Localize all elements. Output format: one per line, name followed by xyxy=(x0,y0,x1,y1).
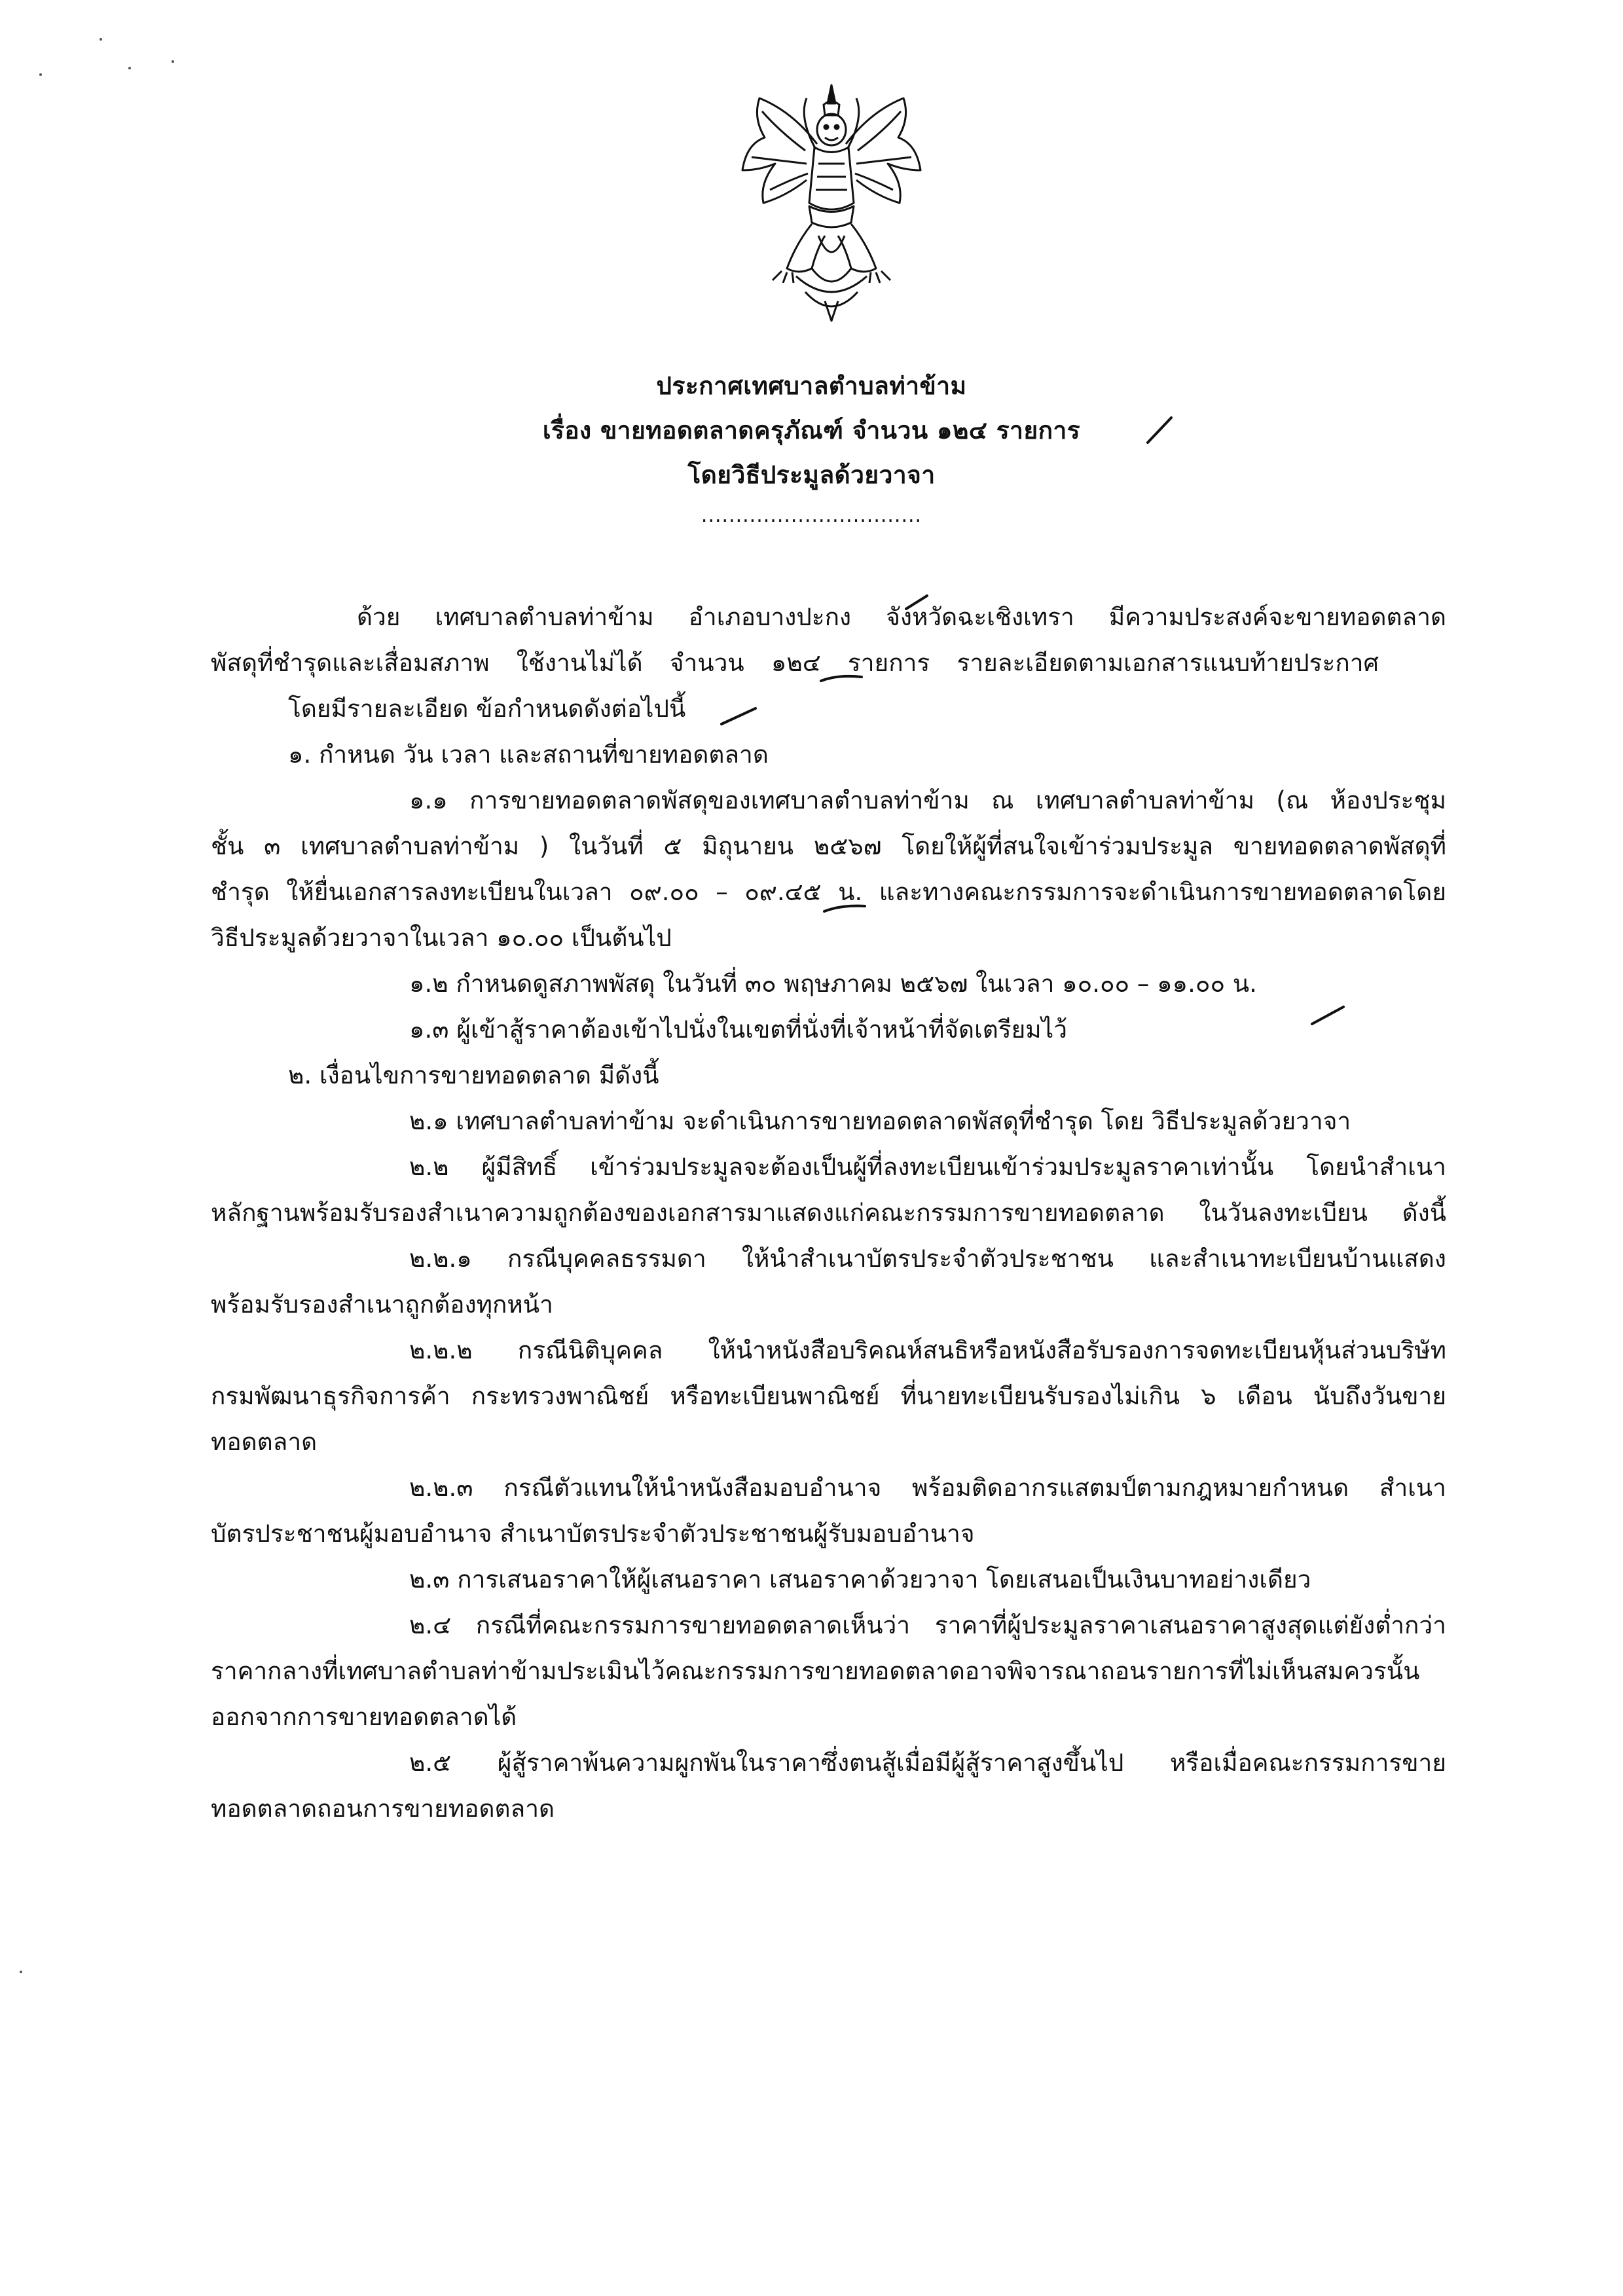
section-1-1-line-3: ชำรุด ให้ยื่นเอกสารลงทะเบียนในเวลา ๐๙.๐๐ – ๐๙.๔๕ น. และทางคณะกรรมการจะดำเนินการขายทอดตลาดโดย xyxy=(211,878,1446,906)
section-1-1-line-1: ๑.๑ การขายทอดตลาดพัสดุของเทศบาลตำบลท่าข้าม ณ เทศบาลตำบลท่าข้าม (ณ ห้องประชุม xyxy=(409,786,1446,814)
scan-speck xyxy=(100,38,102,41)
section-2-5-line-2: ทอดตลาดถอนการขายทอดตลาด xyxy=(211,1795,555,1823)
scan-speck xyxy=(39,73,42,76)
scan-speck xyxy=(20,1971,22,1973)
announcement-subject: เรื่อง ขายทอดตลาดครุภัณฑ์ จำนวน ๑๒๔ รายการ xyxy=(542,416,1081,445)
garuda-emblem-icon xyxy=(733,72,930,327)
announcement-method: โดยวิธีประมูลด้วยวาจา xyxy=(687,461,936,489)
section-2-2-3-line-2: บัตรประชาชนผู้มอบอำนาจ สำเนาบัตรประจำตัวประชาชนผู้รับมอบอำนาจ xyxy=(211,1520,975,1548)
handwritten-mark-icon xyxy=(1142,414,1175,446)
section-2-2-1-line-1: ๒.๒.๑ กรณีบุคคลธรรมดา ให้นำสำเนาบัตรประจำตัวประชาชน และสำเนาทะเบียนบ้านแสดง xyxy=(409,1245,1446,1273)
handwritten-mark-icon xyxy=(1309,1002,1349,1028)
section-2-4-line-3: ออกจากการขายทอดตลาดได้ xyxy=(211,1703,517,1731)
intro-line-3: โดยมีรายละเอียด ข้อกำหนดดังต่อไปนี้ xyxy=(288,695,686,723)
section-2-2-2-line-1: ๒.๒.๒ กรณีนิติบุคคล ให้นำหนังสือบริคณห์สนธิหรือหนังสือรับรองการจดทะเบียนหุ้นส่วนบริษัท xyxy=(409,1336,1446,1364)
scan-speck xyxy=(172,60,174,63)
section-2-heading: ๒. เงื่อนไขการขายทอดตลาด มีดังนี้ xyxy=(288,1061,659,1089)
intro-line-2: พัสดุที่ชำรุดและเสื่อมสภาพ ใช้งานไม่ได้ จำนวน ๑๒๔ รายการ รายละเอียดตามเอกสารแนบท้ายประกาศ xyxy=(211,649,1379,677)
section-1-heading: ๑. กำหนด วัน เวลา และสถานที่ขายทอดตลาด xyxy=(288,740,769,769)
handwritten-mark-icon xyxy=(818,668,864,687)
section-1-1-line-2: ชั้น ๓ เทศบาลตำบลท่าข้าม ) ในวันที่ ๕ มิถุนายน ๒๕๖๗ โดยให้ผู้ที่สนใจเข้าร่วมประมูล ขายทอดตลาดพัสดุที่ xyxy=(211,832,1446,860)
section-2-5-line-1: ๒.๕ ผู้สู้ราคาพ้นความผูกพันในราคาซึ่งตนสู้เมื่อมีผู้สู้ราคาสูงขึ้นไป หรือเมื่อคณะกรรมการขาย xyxy=(409,1749,1446,1777)
section-2-4-line-2: ราคากลางที่เทศบาลตำบลท่าข้ามประเมินไว้คณะกรรมการขายทอดตลาดอาจพิจารณาถอนรายการที่ไม่เห็นสมควรนั้น xyxy=(211,1657,1420,1685)
intro-line-1: ด้วย เทศบาลตำบลท่าข้าม อำเภอบางปะกง จังหวัดฉะเชิงเทรา มีความประสงค์จะขายทอดตลาด xyxy=(357,603,1446,631)
section-2-2-2-line-3: ทอดตลาด xyxy=(211,1428,318,1456)
section-2-2-2-line-2: กรมพัฒนาธุรกิจการค้า กระทรวงพาณิชย์ หรือทะเบียนพาณิชย์ ที่นายทะเบียนรับรองไม่เกิน ๖ เดือน นับถึงวันขาย xyxy=(211,1382,1446,1410)
handwritten-mark-icon xyxy=(903,592,930,611)
handwritten-mark-icon xyxy=(822,898,867,918)
section-2-4-line-1: ๒.๔ กรณีที่คณะกรรมการขายทอดตลาดเห็นว่า ราคาที่ผู้ประมูลราคาเสนอราคาสูงสุดแต่ยังต่ำกว่า xyxy=(409,1611,1446,1639)
section-2-2-1-line-2: พร้อมรับรองสำเนาถูกต้องทุกหน้า xyxy=(211,1290,553,1319)
scan-speck xyxy=(128,67,131,69)
announcement-title: ประกาศเทศบาลตำบลท่าข้าม xyxy=(656,372,967,400)
section-1-3: ๑.๓ ผู้เข้าสู้ราคาต้องเข้าไปนั่งในเขตที่นั่งที่เจ้าหน้าที่จัดเตรียมไว้ xyxy=(409,1015,1068,1044)
section-2-2-line-2: หลักฐานพร้อมรับรองสำเนาความถูกต้องของเอกสารมาแสดงแก่คณะกรรมการขายทอดตลาด ในวันลงทะเบียน ดังนี้ xyxy=(211,1199,1446,1227)
handwritten-mark-icon xyxy=(719,702,758,728)
section-2-3: ๒.๓ การเสนอราคาให้ผู้เสนอราคา เสนอราคาด้วยวาจา โดยเสนอเป็นเงินบาทอย่างเดียว xyxy=(409,1565,1311,1594)
section-2-2-3-line-1: ๒.๒.๓ กรณีตัวแทนให้นำหนังสือมอบอำนาจ พร้อมติดอากรแสตมป์ตามกฎหมายกำหนด สำเนา xyxy=(409,1474,1446,1502)
header-separator: ................................ xyxy=(701,504,922,527)
section-2-1: ๒.๑ เทศบาลตำบลท่าข้าม จะดำเนินการขายทอดตลาดพัสดุที่ชำรุด โดย วิธีประมูลด้วยวาจา xyxy=(409,1107,1351,1135)
section-1-2: ๑.๒ กำหนดดูสภาพพัสดุ ในวันที่ ๓๐ พฤษภาคม ๒๕๖๗ ในเวลา ๑๐.๐๐ – ๑๑.๐๐ น. xyxy=(409,970,1257,998)
section-2-2-line-1: ๒.๒ ผู้มีสิทธิ์ เข้าร่วมประมูลจะต้องเป็นผู้ที่ลงทะเบียนเข้าร่วมประมูลราคาเท่านั้น โดยนำสำเนา xyxy=(409,1153,1446,1181)
section-1-1-line-4: วิธีประมูลด้วยวาจาในเวลา ๑๐.๐๐ เป็นต้นไป xyxy=(211,924,672,952)
